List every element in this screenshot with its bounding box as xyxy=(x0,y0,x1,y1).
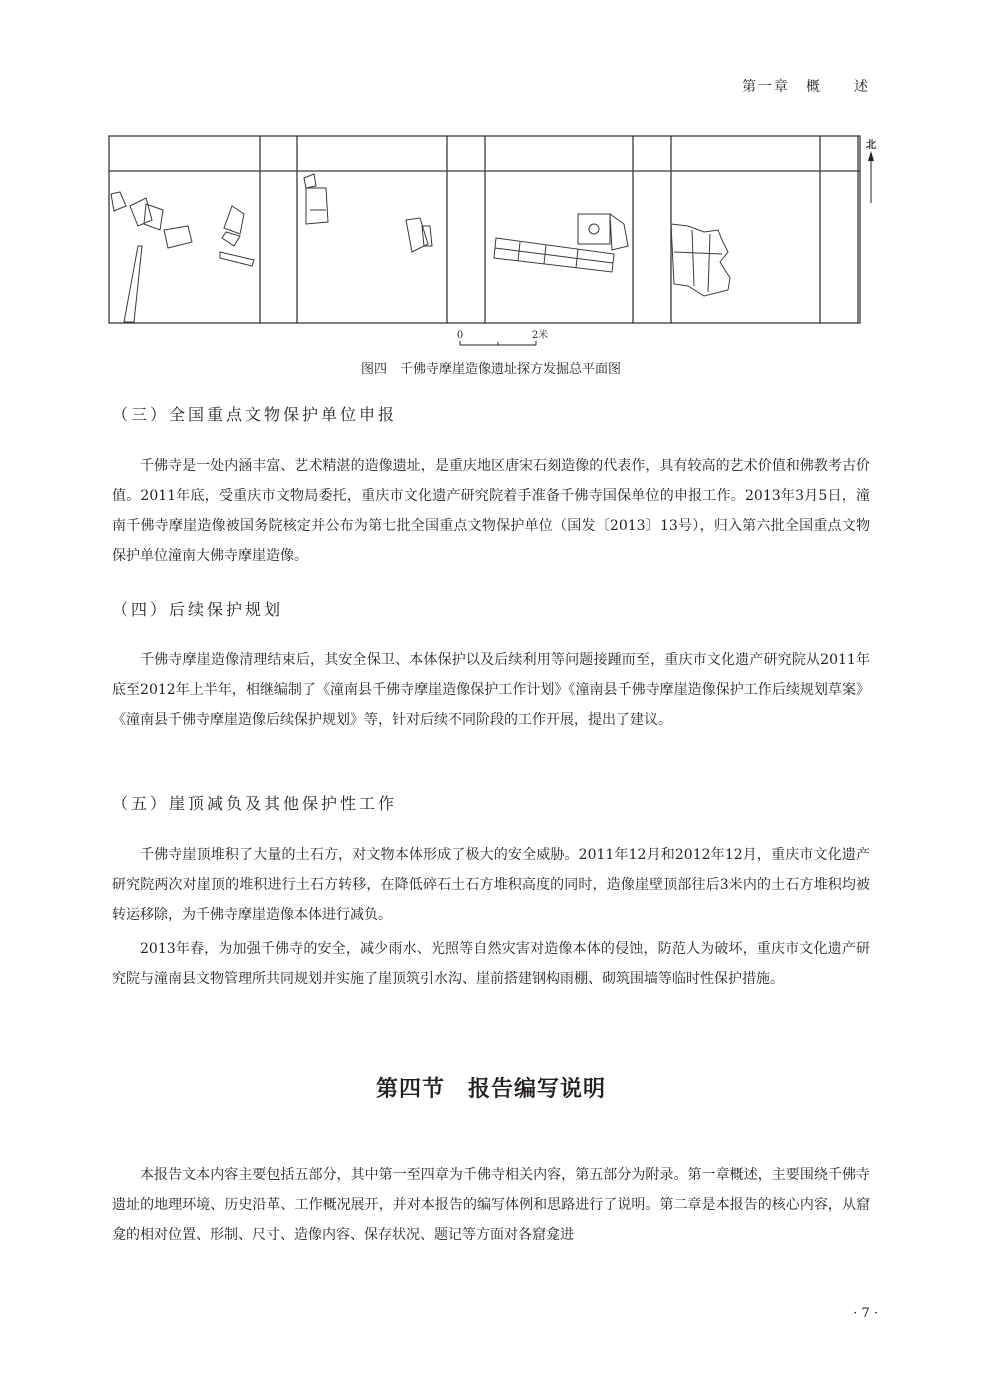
north-arrow xyxy=(862,137,880,207)
body-paragraph: 本报告文本内容主要包括五部分，其中第一至四章为千佛寺相关内容，第五部分为附录。第一章概述，主要围绕千佛寺遗址的地理环境、历史沿革、工作概况展开，并对本报告的编写体例和思路进行了说明。第二章是本报告的核心内容，从窟龛的相对位置、形制、尺寸、造像内容、保存状况、题记等方面对各窟龛进 xyxy=(112,1167,870,1243)
scale-end-label: 2米 xyxy=(531,330,549,341)
section-heading: （五）崖顶减负及其他保护性工作 xyxy=(112,794,398,813)
section-heading: （三）全国重点文物保护单位申报 xyxy=(112,405,398,424)
body-paragraph: 千佛寺摩崖造像清理结束后，其安全保卫、本体保护以及后续利用等问题接踵而至，重庆市文化遗产研究院从2011年底至2012年上半年，相继编制了《潼南县千佛寺摩崖造像保护工作计划》《潼南县千佛寺摩崖造像保护工作后续规划草案》《潼南县千佛寺摩崖造像后续保护规划》等，针对后续不同阶段的工作开展，提出了建议。 xyxy=(112,652,870,728)
body-paragraph: 2013年春，为加强千佛寺的安全，减少雨水、光照等自然灾害对造像本体的侵蚀，防范人为破坏，重庆市文化遗产研究院与潼南县文物管理所共同规划并实施了崖顶筑引水沟、崖前搭建钢构雨棚、砌筑围墙等临时性保护措施。 xyxy=(112,941,870,987)
excavated-features xyxy=(111,174,730,322)
scale-start-label: 0 xyxy=(456,330,464,341)
site-plan-figure xyxy=(108,134,862,326)
figure-caption: 图四 千佛寺摩崖造像遗址探方发掘总平面图 xyxy=(360,362,621,377)
section-heading: （四）后续保护规划 xyxy=(112,600,284,619)
body-paragraph: 千佛寺崖顶堆积了大量的土石方，对文物本体形成了极大的安全威胁。2011年12月和2012年12月，重庆市文化遗产研究院两次对崖顶的堆积进行土石方转移，在降低碎石土石方堆积高度的同时，造像崖壁顶部往后3米内的土石方堆积均被转运移除，为千佛寺摩崖造像本体进行减负。 xyxy=(112,847,870,923)
running-header: 第一章 概 述 xyxy=(742,79,870,95)
section-title: 第四节 报告编写说明 xyxy=(375,1076,606,1102)
scale-bar xyxy=(440,328,560,350)
page-number: · 7 · xyxy=(853,1306,878,1321)
north-label: 北 xyxy=(866,140,876,151)
shrine-square-feature xyxy=(578,214,610,244)
body-paragraph: 千佛寺是一处内涵丰富、艺术精湛的造像遗址，是重庆地区唐宋石刻造像的代表作，具有较高的艺术价值和佛教考古价值。2011年底，受重庆市文物局委托，重庆市文化遗产研究院着手准备千佛寺国保单位的申报工作。2013年3月5日，潼南千佛寺摩崖造像被国务院核定并公布为第七批全国重点文物保护单位（国发〔2013〕13号），归入第六批全国重点文物保护单位潼南大佛寺摩崖造像。 xyxy=(112,458,870,564)
